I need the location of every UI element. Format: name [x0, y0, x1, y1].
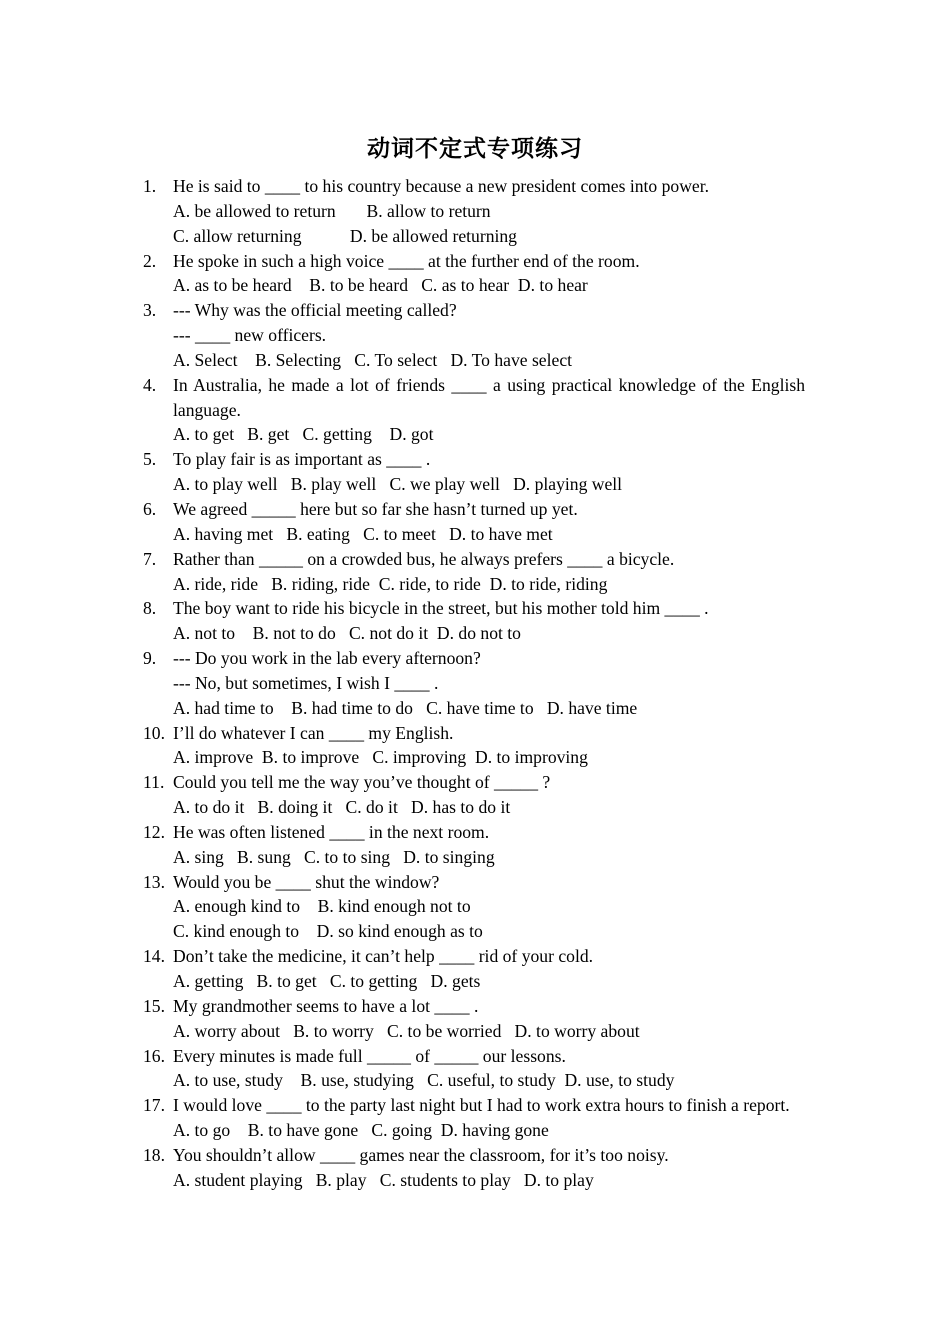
question-text: Rather than _____ on a crowded bus, he always prefers ____ a bicycle.	[173, 548, 675, 569]
question-number: 9.	[143, 648, 157, 669]
question-item	[143, 721, 805, 771]
question-number: 3.	[143, 300, 157, 321]
question-number: 1.	[143, 176, 157, 196]
question-line: A. enough kind to B. kind enough not to	[173, 896, 471, 917]
question-line: A. be allowed to return B. allow to return	[173, 200, 491, 221]
question-line: A. to do it B. doing it C. do it D. has to do it	[173, 797, 511, 818]
question-line: A. getting B. to get C. to getting D. gets	[173, 971, 481, 991]
question-item	[143, 249, 805, 299]
question-line: A. Select B. Selecting C. To select D. To have select	[173, 349, 573, 370]
question-item	[143, 1044, 805, 1094]
question-text: Could you tell me the way you’ve thought of _____ ?	[173, 772, 551, 793]
question-item	[143, 870, 805, 945]
question-text: Every minutes is made full _____ of _____ our lessons.	[173, 1045, 566, 1066]
question-number: 13.	[143, 871, 165, 892]
question-line: A. ride, ride B. riding, ride C. ride, to ride D. to ride, riding	[173, 573, 608, 594]
question-item	[143, 1143, 805, 1193]
question-line: A. to go B. to have gone C. going D. having gone	[173, 1120, 549, 1141]
question-line: --- No, but sometimes, I wish I ____ .	[173, 672, 439, 693]
question-item	[143, 447, 805, 497]
question-text: I would love ____ to the party last night but I had to work extra hours to finish a report.	[173, 1095, 790, 1116]
question-number: 8.	[143, 598, 157, 619]
question-text: --- Why was the official meeting called?	[173, 300, 457, 321]
question-item	[143, 596, 805, 646]
question-line: A. as to be heard B. to be heard C. as to hear D. to hear	[173, 275, 588, 296]
question-item	[143, 298, 805, 373]
question-line: A. not to B. not to do C. not do it D. do not to	[173, 623, 521, 644]
question-item	[143, 373, 805, 448]
question-text: Would you be ____ shut the window?	[173, 871, 440, 892]
question-text: He spoke in such a high voice ____ at the further end of the room.	[173, 250, 640, 271]
question-list	[143, 174, 805, 1193]
question-text: The boy want to ride his bicycle in the street, but his mother told him ____ .	[173, 598, 709, 619]
question-line: A. improve B. to improve C. improving D. to improving	[173, 747, 588, 768]
question-item	[143, 646, 805, 721]
question-text: In Australia, he made a lot of friends ____ a using practical knowledge of the English language.	[173, 374, 805, 420]
question-text: My grandmother seems to have a lot ____ .	[173, 995, 479, 1016]
question-item	[143, 944, 805, 994]
question-number: 17.	[143, 1095, 165, 1116]
question-item	[143, 497, 805, 547]
question-number: 4.	[143, 374, 157, 395]
question-text: I’ll do whatever I can ____ my English.	[173, 722, 454, 743]
question-line: --- ____ new officers.	[173, 325, 327, 346]
question-line: C. kind enough to D. so kind enough as to	[173, 921, 483, 942]
question-item	[143, 770, 805, 820]
question-item	[143, 994, 805, 1044]
question-number: 11.	[143, 772, 165, 793]
question-number: 5.	[143, 449, 157, 470]
question-line: A. student playing B. play C. students to play D. to play	[173, 1169, 594, 1190]
question-text: He is said to ____ to his country because a new president comes into power.	[173, 176, 709, 196]
question-item	[143, 547, 805, 597]
question-line: A. sing B. sung C. to to sing D. to singing	[173, 846, 495, 867]
question-number: 15.	[143, 995, 165, 1016]
question-number: 6.	[143, 498, 157, 519]
question-line: A. having met B. eating C. to meet D. to have met	[173, 523, 553, 544]
question-line: A. to get B. get C. getting D. got	[173, 424, 434, 445]
question-number: 7.	[143, 548, 157, 569]
question-item	[143, 1093, 805, 1143]
question-text: --- Do you work in the lab every afternoon?	[173, 648, 481, 669]
question-line: A. to play well B. play well C. we play well D. playing well	[173, 474, 623, 495]
question-text: To play fair is as important as ____ .	[173, 449, 431, 470]
question-line: A. had time to B. had time to do C. have time to D. have time	[173, 697, 638, 718]
question-text: Don’t take the medicine, it can’t help ____ rid of your cold.	[173, 946, 594, 967]
question-text: We agreed _____ here but so far she hasn’t turned up yet.	[173, 498, 578, 519]
question-line: A. worry about B. to worry C. to be worried D. to worry about	[173, 1020, 640, 1041]
question-number: 2.	[143, 250, 157, 271]
question-line: C. allow returning D. be allowed returning	[173, 225, 517, 246]
page-title: 动词不定式专项练习	[367, 136, 583, 162]
question-number: 10.	[143, 722, 165, 743]
question-item	[143, 174, 805, 249]
question-text: He was often listened ____ in the next room.	[173, 821, 490, 842]
question-number: 18.	[143, 1144, 165, 1165]
question-line: A. to use, study B. use, studying C. useful, to study D. use, to study	[173, 1070, 675, 1091]
question-number: 16.	[143, 1045, 165, 1066]
question-number: 12.	[143, 821, 165, 842]
question-text: You shouldn’t allow ____ games near the classroom, for it’s too noisy.	[173, 1144, 669, 1165]
question-number: 14.	[143, 946, 165, 967]
question-item	[143, 820, 805, 870]
